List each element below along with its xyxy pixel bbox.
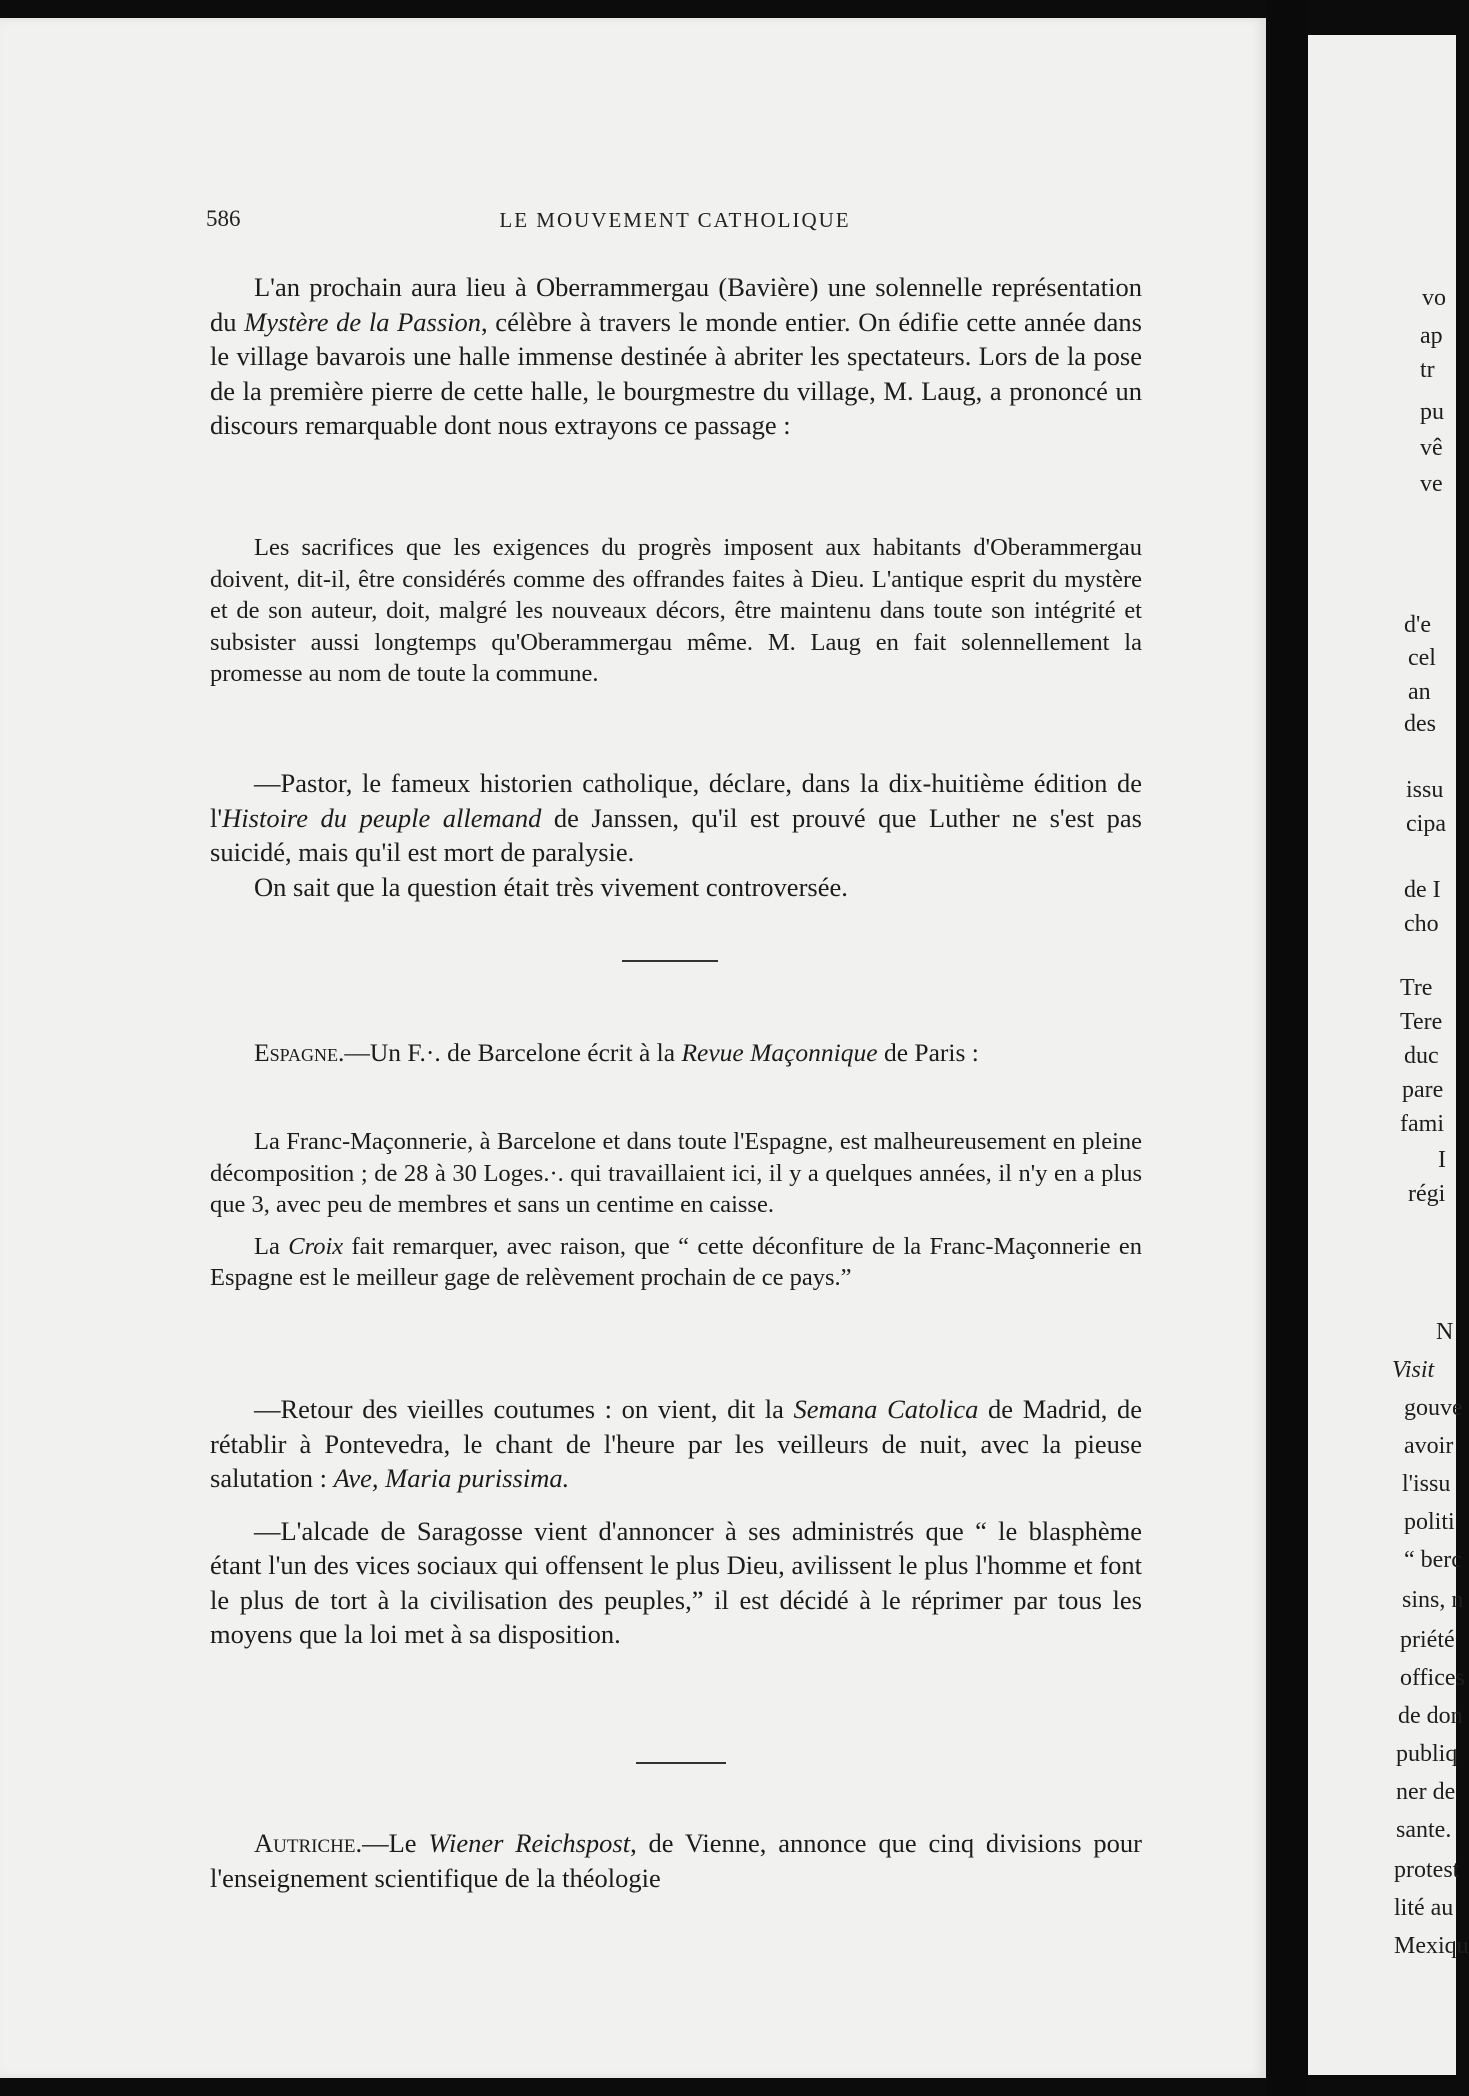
- right-page-line: vê: [1420, 435, 1443, 461]
- right-page-line: avoir: [1404, 1433, 1454, 1459]
- right-page-line: cel: [1408, 645, 1436, 671]
- right-page-line: des: [1404, 711, 1436, 737]
- autriche-paragraph: Autriche.—Le Wiener Reichspost, de Vienne, annonce que cinq divisions pour l'enseignement scientifique de la théologie: [210, 1828, 1143, 1893]
- right-page-line: gouve: [1404, 1395, 1463, 1421]
- italic-title: Semana Catolica: [793, 1394, 979, 1424]
- right-page-line: sins, n: [1402, 1587, 1464, 1613]
- right-page-line: duc: [1404, 1043, 1439, 1069]
- right-page-line: d'e: [1404, 612, 1431, 638]
- right-page-line: N: [1436, 1319, 1454, 1345]
- right-page-line: pu: [1420, 399, 1444, 425]
- espagne-section: [210, 1036, 1142, 1069]
- right-page-line: protest: [1394, 1857, 1460, 1883]
- right-page-line: ner de: [1396, 1779, 1456, 1805]
- right-page-line: cipa: [1406, 811, 1446, 837]
- italic-title: Revue Maçonnique: [681, 1038, 878, 1067]
- pastor-paragraph: —Pastor, le fameux historien catholique, déclare, dans la dix-huitième édition de l'Histoire du peuple allemand de Janssen, qu'il est prouvé que Luther ne s'est pas suicidé, mais qu'il est mort de paralysie.: [210, 768, 1142, 867]
- right-page-line: lité au: [1394, 1895, 1454, 1921]
- right-page-line: ve: [1420, 471, 1443, 497]
- right-page-line: ap: [1420, 323, 1443, 349]
- espagne-alcade: —L'alcade de Saragosse vient d'annoncer à ses administrés que “ le blasphème étant l'un des vices sociaux qui offensent le plus Dieu, avilissent le plus l'homme et font le plus de tort à la civilisation des peuples,” il est décidé à le réprimer par tous les moyens que la loi met à sa disposition.: [210, 1515, 1142, 1649]
- right-page-line: Tere: [1400, 1009, 1443, 1035]
- running-title: LE MOUVEMENT CATHOLIQUE: [499, 208, 851, 232]
- right-page-line: politi: [1404, 1509, 1455, 1535]
- italic-salutation: Ave, Maria purissima.: [333, 1463, 570, 1493]
- right-page-line: offices: [1400, 1665, 1465, 1691]
- pastor-note: On sait que la question était très vivement controversée.: [254, 871, 848, 902]
- oberammergau-quote: Les sacrifices que les exigences du progrès imposent aux habitants d'Oberammergau doivent, dit-il, être considérés comme des offrandes faites à Dieu. L'antique esprit du mystère et de son auteur, doit, malgré les nouveaux décors, être maintenu dans toute son intégrité et subsister aussi longtemps qu'Oberammergau même. M. Laug en fait solennellement la promesse au nom de toute la commune.: [210, 534, 1142, 687]
- espagne-coutumes: —Retour des vieilles coutumes : on vient, dit la Semana Catolica de Madrid, de rétablir à Pontevedra, le chant de l'heure par les veilleurs de nuit, avec la pieuse salutation : Ave, Maria purissima.: [210, 1394, 1143, 1493]
- right-page-line: de I: [1404, 877, 1441, 903]
- right-page-line: Tre: [1400, 975, 1433, 1001]
- espagne-paragraphs: [210, 1392, 1142, 1652]
- autriche-section: [210, 1826, 1142, 1895]
- right-page-line: issu: [1406, 777, 1444, 803]
- right-page-line: de don: [1398, 1703, 1463, 1729]
- right-page-fragment: [1308, 35, 1469, 2075]
- espagne-quote-block: [210, 1126, 1142, 1294]
- italic-title: Croix: [288, 1232, 344, 1260]
- section-divider: [622, 960, 718, 962]
- page-number: 586: [206, 206, 241, 231]
- right-page-line: tr: [1420, 357, 1435, 383]
- section-label: Espagne.: [254, 1038, 345, 1067]
- right-page-line: vo: [1422, 285, 1446, 311]
- italic-title: Histoire du peuple allemand: [222, 802, 542, 833]
- italic-title: Mystère de la Passion: [244, 306, 482, 337]
- oberammergau-quote-block: [210, 532, 1142, 690]
- right-page-line: sante.: [1396, 1817, 1452, 1843]
- running-header: [206, 206, 1144, 236]
- right-page-line: cho: [1404, 911, 1439, 937]
- right-page-line: publiq: [1396, 1741, 1458, 1767]
- right-page-line: l'issu: [1402, 1471, 1451, 1497]
- right-page-line: fami: [1400, 1111, 1444, 1137]
- right-page-line: Visit: [1392, 1357, 1435, 1383]
- right-page-line: I: [1438, 1147, 1446, 1173]
- right-page-line: régi: [1408, 1181, 1446, 1207]
- italic-title: Wiener Reichspost: [428, 1828, 631, 1858]
- pastor-section: [210, 766, 1142, 904]
- page-gutter: [1266, 0, 1308, 2096]
- oberammergau-section: [210, 270, 1142, 443]
- right-page-line: Mexiqu: [1394, 1933, 1469, 1959]
- section-divider: [636, 1762, 726, 1764]
- espagne-quote-2: La Croix fait remarquer, avec raison, que “ cette déconfiture de la Franc-Maçonnerie en Espagne est le meilleur gage de relèvement prochain de ce pays.”: [210, 1232, 1142, 1291]
- right-page-line: an: [1408, 679, 1431, 705]
- section-label: Autriche.: [254, 1828, 363, 1858]
- oberammergau-paragraph: L'an prochain aura lieu à Oberrammergau (Bavière) une solennelle représentation du Mystère de la Passion, célèbre à travers le monde entier. On édifie cette année dans le village bavarois une halle immense destinée à abriter les spectateurs. Lors de la pose de la première pierre de cette halle, le bourgmestre du village, M. Laug, a prononcé un discours remarquable dont nous extrayons ce passage :: [210, 272, 1142, 440]
- right-page-line: priété: [1400, 1627, 1455, 1653]
- espagne-quote-1: La Franc-Maçonnerie, à Barcelone et dans toute l'Espagne, est malheureusement en pleine décomposition ; de 28 à 30 Loges.·. qui travaillaient ici, il y a quelques années, il n'y en a plus que 3, avec peu de membres et sans un centime en caisse.: [210, 1128, 1142, 1218]
- espagne-intro: Espagne.—Un F.·. de Barcelone écrit à la Revue Maçonnique de Paris :: [254, 1038, 979, 1067]
- right-page-line: pare: [1402, 1077, 1444, 1103]
- right-page-line: “ berc: [1404, 1547, 1462, 1573]
